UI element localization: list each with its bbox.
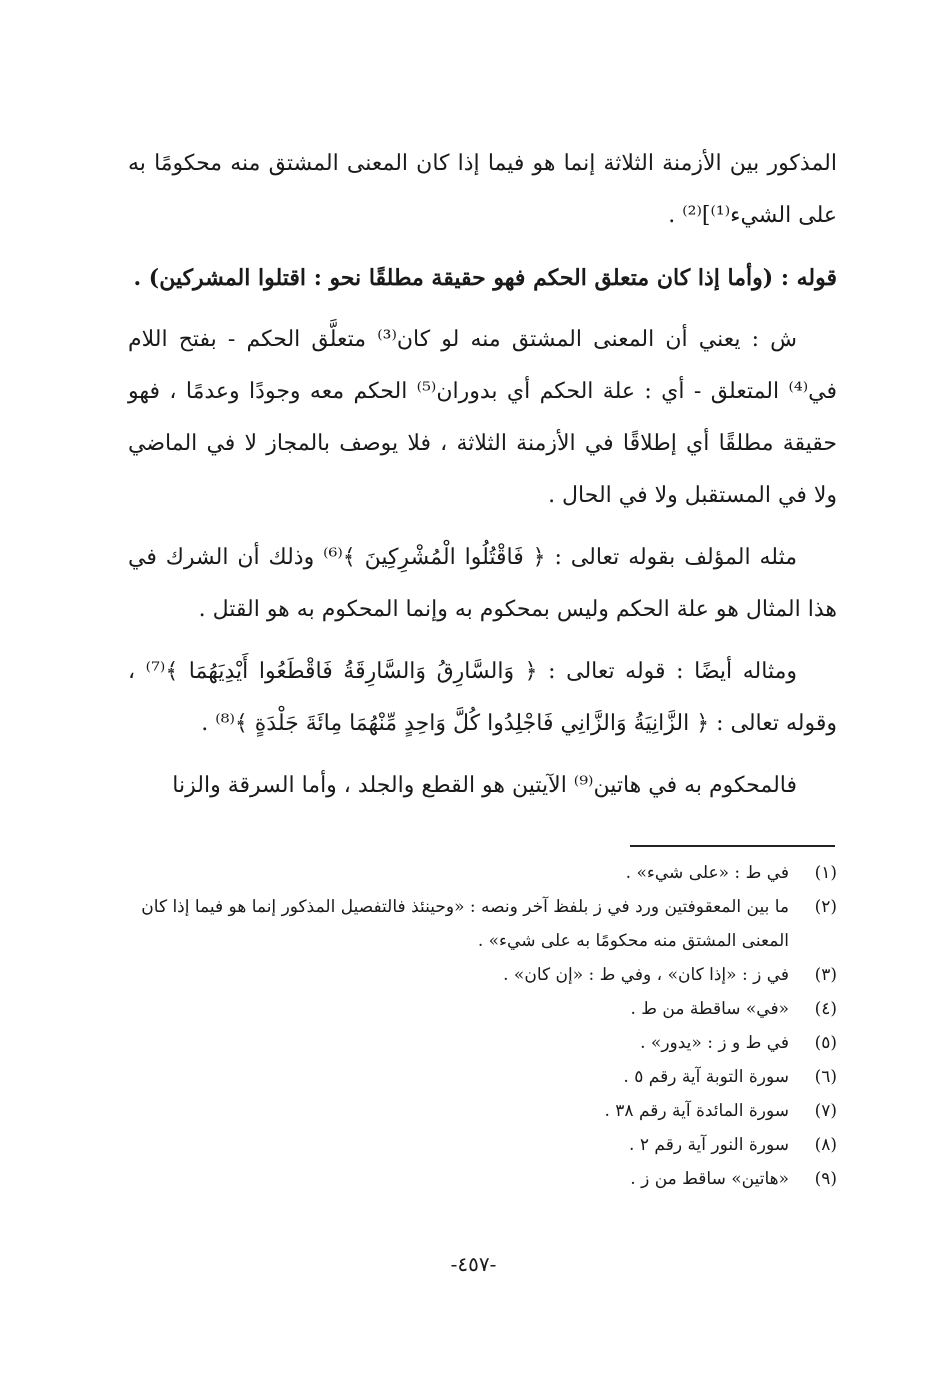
footnote-number: (٨) xyxy=(814,1135,837,1155)
footnote-number: (٩) xyxy=(814,1169,837,1189)
page-number: -٤٥٧- xyxy=(450,1252,497,1276)
footnote-9 xyxy=(128,1162,837,1196)
footnote-number: (١) xyxy=(814,863,837,883)
footnote-text: «هاتين» ساقط من ز . xyxy=(630,1169,789,1189)
footnote-text: في ط : «على شيء» . xyxy=(625,863,789,883)
footnote-separator xyxy=(630,845,835,847)
paragraph-1: المذكور بين الأزمنة الثلاثة إنما هو فيما إذا كان المعنى المشتق منه محكومًا به على الشيء⁽¹⁾]⁽²⁾ . xyxy=(128,151,837,228)
footnote-number: (٤) xyxy=(814,999,837,1019)
footnote-number: (٦) xyxy=(814,1067,837,1087)
footnote-8 xyxy=(128,1128,837,1162)
footnote-2 xyxy=(128,890,837,958)
footnote-text: «في» ساقطة من ط . xyxy=(630,999,789,1019)
footnotes xyxy=(128,856,837,1196)
paragraph-5: ومثاله أيضًا : قوله تعالى : ﴿ وَالسَّارِقُ وَالسَّارِقَةُ فَاقْطَعُوا أَيْدِيَهُمَا ﴾⁽⁷⁾ ، وقوله تعالى : ﴿ الزَّانِيَةُ وَالزَّانِي فَاجْلِدُوا كُلَّ وَاحِدٍ مِّنْهُمَا مِائَةَ جَلْدَةٍ ﴾⁽⁸⁾ . xyxy=(128,659,837,736)
paragraph-6: فالمحكوم به في هاتين⁽⁹⁾ الآيتين هو القطع والجلد ، وأما السرقة والزنا xyxy=(172,773,797,798)
footnote-text: ما بين المعقوفتين ورد في ز بلفظ آخر ونصه : «وحينئذ فالتفصيل المذكور إنما هو فيما إذا كان المعنى المشتق منه محكومًا به على شيء» . xyxy=(141,897,789,951)
footnote-text: في ز : «إذا كان» ، وفي ط : «إن كان» . xyxy=(503,965,789,985)
footnote-3 xyxy=(128,958,837,992)
paragraph-2-quote: قوله : (وأما إذا كان متعلق الحكم فهو حقيقة مطلقًا نحو : اقتلوا المشركين) . xyxy=(133,265,837,291)
footnote-number: (٧) xyxy=(814,1101,837,1121)
footnote-number: (٣) xyxy=(814,965,837,985)
footnote-6 xyxy=(128,1060,837,1094)
footnote-text: سورة النور آية رقم ٢ . xyxy=(629,1135,789,1155)
footnote-1 xyxy=(128,856,837,890)
footnote-number: (٢) xyxy=(814,897,837,917)
main-text xyxy=(128,138,837,822)
footnote-5 xyxy=(128,1026,837,1060)
footnote-text: سورة التوبة آية رقم ٥ . xyxy=(623,1067,789,1087)
footnote-4 xyxy=(128,992,837,1026)
footnote-7 xyxy=(128,1094,837,1128)
paragraph-3: ش : يعني أن المعنى المشتق منه لو كان⁽³⁾ متعلَّق الحكم - بفتح اللام في⁽⁴⁾ المتعلق - أي : علة الحكم أي بدوران⁽⁵⁾ الحكم معه وجودًا وعدمًا ، فهو حقيقة مطلقًا أي إطلاقًا في الأزمنة الثلاثة ، فلا يوصف بالمجاز لا في الماضي ولا في المستقبل ولا في الحال . xyxy=(128,327,837,508)
paragraph-4: مثله المؤلف بقوله تعالى : ﴿ فَاقْتُلُوا الْمُشْرِكِينَ ﴾⁽⁶⁾ وذلك أن الشرك في هذا المثال هو علة الحكم وليس بمحكوم به وإنما المحكوم به هو القتل . xyxy=(128,545,837,622)
footnote-text: سورة المائدة آية رقم ٣٨ . xyxy=(604,1101,789,1121)
footnote-text: في ط و ز : «يدور» . xyxy=(640,1033,789,1053)
footnote-number: (٥) xyxy=(814,1033,837,1053)
